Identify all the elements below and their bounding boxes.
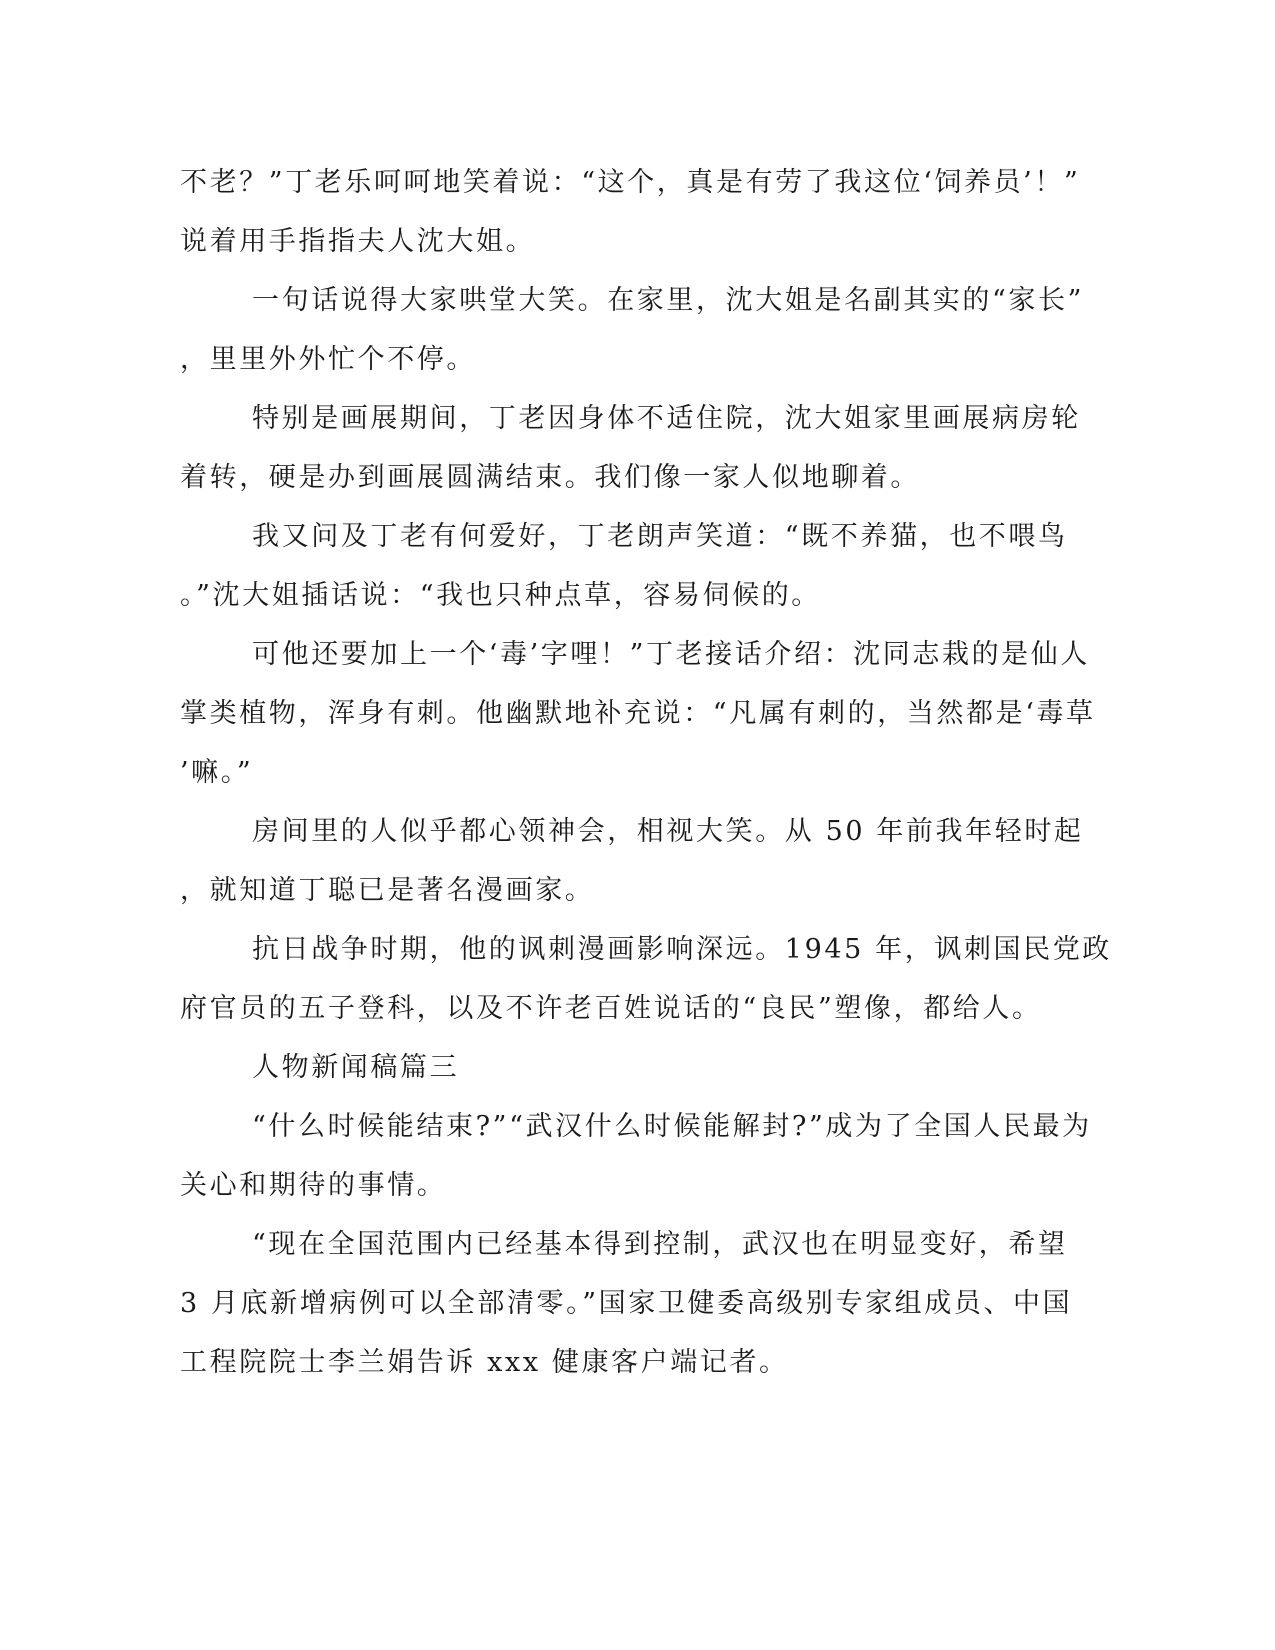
text-line: 说着用手指指夫人沈大姐。 [180, 226, 536, 257]
text-line: 。”沈大姐插话说：“我也只种点草，容易伺候的。 [180, 580, 821, 611]
text-line: “现在全国范围内已经基本得到控制，武汉也在明显变好，希望 [252, 1229, 1068, 1260]
text-line: 工程院院士李兰娟告诉 xxx 健康客户端记者。 [180, 1347, 789, 1378]
text-line: “什么时候能结束?”“武汉什么时候能解封?”成为了全国人民最为 [252, 1111, 1092, 1142]
body-text [180, 153, 1112, 1392]
text-line: 可他还要加上一个‘毒’字哩！”丁老接话介绍：沈同志栽的是仙人 [252, 639, 1090, 670]
text-line: 抗日战争时期，他的讽刺漫画影响深远。1945 年，讽刺国民党政 [252, 934, 1112, 965]
text-line: 房间里的人似乎都心领神会，相视大笑。从 50 年前我年轻时起 [252, 816, 1084, 847]
text-line: 一句话说得大家哄堂大笑。在家里，沈大姐是名副其实的“家长” [252, 285, 1085, 316]
text-line: 府官员的五子登科，以及不许老百姓说话的“良民”塑像，都给人。 [180, 993, 1042, 1024]
text-line: 关心和期待的事情。 [180, 1170, 447, 1201]
text-line: ，就知道丁聪已是著名漫画家。 [180, 875, 595, 906]
text-line: 3 月底新增病例可以全部清零。”国家卫健委高级别专家组成员、中国 [180, 1288, 1073, 1319]
text-line: ，里里外外忙个不停。 [180, 344, 476, 375]
text-line: ’嘛。” [180, 757, 254, 788]
text-line: 不老？”丁老乐呵呵地笑着说：“这个，真是有劳了我这位‘饲养员’！” [180, 167, 1081, 198]
text-line: 着转，硬是办到画展圆满结束。我们像一家人似地聊着。 [180, 462, 920, 493]
text-line: 特别是画展期间，丁老因身体不适住院，沈大姐家里画展病房轮 [252, 403, 1081, 434]
text-line: 我又问及丁老有何爱好，丁老朗声笑道：“既不养猫，也不喂鸟 [252, 521, 1068, 552]
text-line: 掌类植物，浑身有刺。他幽默地补充说：“凡属有刺的，当然都是‘毒草 [180, 698, 1096, 729]
section-heading: 人物新闻稿篇三 [252, 1052, 460, 1083]
